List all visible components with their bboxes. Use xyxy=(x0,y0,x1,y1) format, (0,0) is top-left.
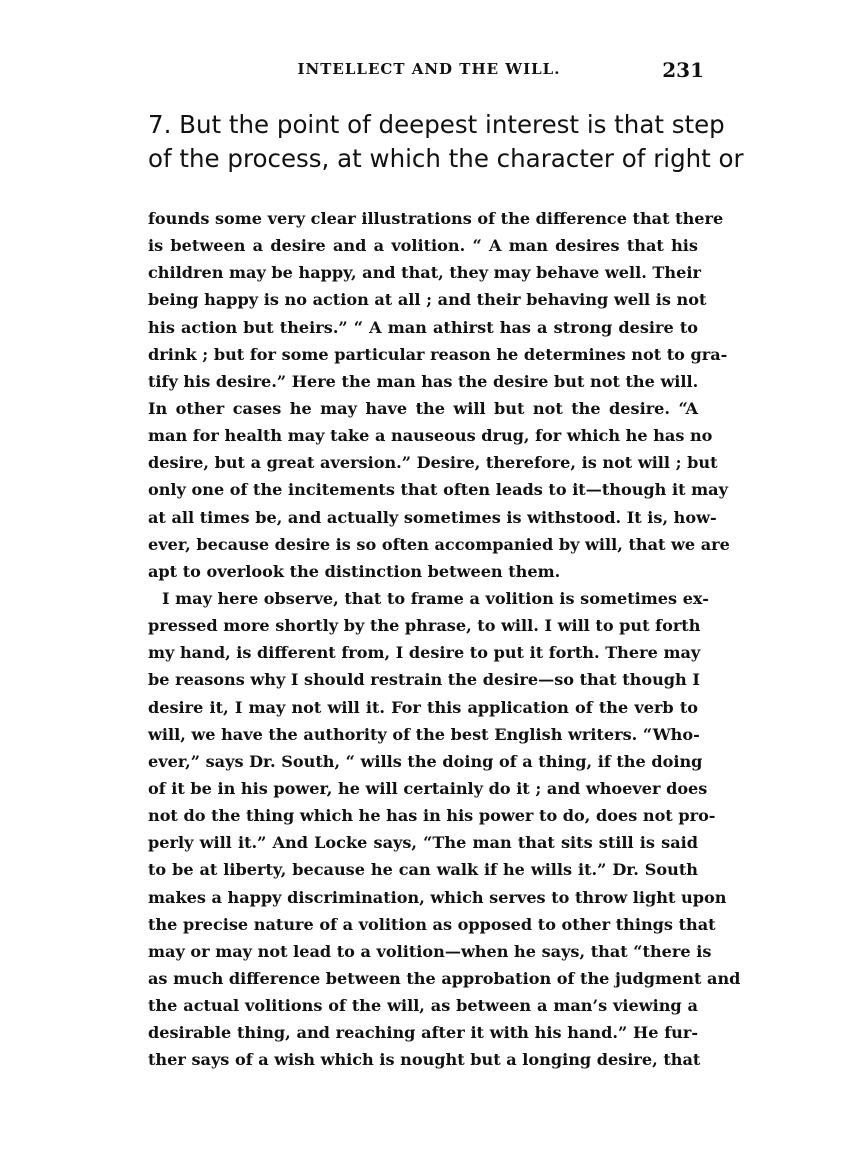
text-line: of it be in his power, he will certainly do it ; and whoever does xyxy=(148,778,708,798)
text-line: pressed more shortly by the phrase, to will. I will to put forth xyxy=(148,616,701,636)
text-line: being happy is no action at all ; and their behaving well is not xyxy=(148,290,707,310)
text-line: tify his desire.” Here the man has the desire but not the will. xyxy=(148,371,699,391)
text-line: makes a happy discrimination, which serves to throw light upon xyxy=(148,887,727,907)
section-lead xyxy=(148,108,744,176)
lead-line: of the process, at which the character of right or xyxy=(148,144,744,173)
running-head xyxy=(148,60,710,90)
text-line: ever, because desire is so often accompanied by will, that we are xyxy=(148,534,730,554)
text-line: to be at liberty, because he can walk if he wills it.” Dr. South xyxy=(148,860,698,880)
text-line: will, we have the authority of the best English writers. “Who- xyxy=(148,724,700,744)
page-number: 231 xyxy=(662,58,704,82)
text-line: children may be happy, and that, they may behave well. Their xyxy=(148,263,701,283)
text-line: at all times be, and actually sometimes is withstood. It is, how- xyxy=(148,507,717,527)
text-line: the precise nature of a volition as opposed to other things that xyxy=(148,914,716,934)
text-line: not do the thing which he has in his power to do, does not pro- xyxy=(148,806,716,826)
text-line: as much difference between the approbation of the judgment and xyxy=(148,968,741,988)
text-line: only one of the incitements that often leads to it—though it may xyxy=(148,480,728,500)
text-line: his action but theirs.” “ A man athirst has a strong desire to xyxy=(148,317,698,337)
lead-line: 7. But the point of deepest interest is that step xyxy=(148,110,725,139)
text-line: the actual volitions of the will, as between a man’s viewing a xyxy=(148,996,698,1016)
text-line: founds some very clear illustrations of the difference that there xyxy=(148,209,724,228)
text-line: In other cases he may have the will but not the desire. “A xyxy=(148,398,698,418)
text-line: is between a desire and a volition. “ A man desires that his xyxy=(148,236,698,256)
text-line: desirable thing, and reaching after it with his hand.” He fur- xyxy=(148,1023,698,1043)
text-line: man for health may take a nauseous drug, for which he has no xyxy=(148,426,713,446)
text-line: be reasons why I should restrain the desire—so that though I xyxy=(148,670,700,690)
text-line: I may here observe, that to frame a volition is sometimes ex- xyxy=(162,588,709,608)
text-line: my hand, is different from, I desire to put it forth. There may xyxy=(148,643,701,663)
text-line: may or may not lead to a volition—when he says, that “there is xyxy=(148,941,712,961)
text-line: ther says of a wish which is nought but a longing desire, that xyxy=(148,1050,701,1070)
footnote-body xyxy=(148,205,741,1074)
text-line: drink ; but for some particular reason he determines not to gra- xyxy=(148,344,728,364)
text-line: apt to overlook the distinction between them. xyxy=(148,561,561,581)
text-line: desire, but a great aversion.” Desire, therefore, is not will ; but xyxy=(148,453,718,473)
text-line: desire it, I may not will it. For this application of the verb to xyxy=(148,697,698,717)
running-title: INTELLECT AND THE WILL. xyxy=(297,60,561,78)
text-line: perly will it.” And Locke says, “The man that sits still is said xyxy=(148,833,698,853)
text-line: ever,” says Dr. South, “ wills the doing of a thing, if the doing xyxy=(148,751,703,771)
